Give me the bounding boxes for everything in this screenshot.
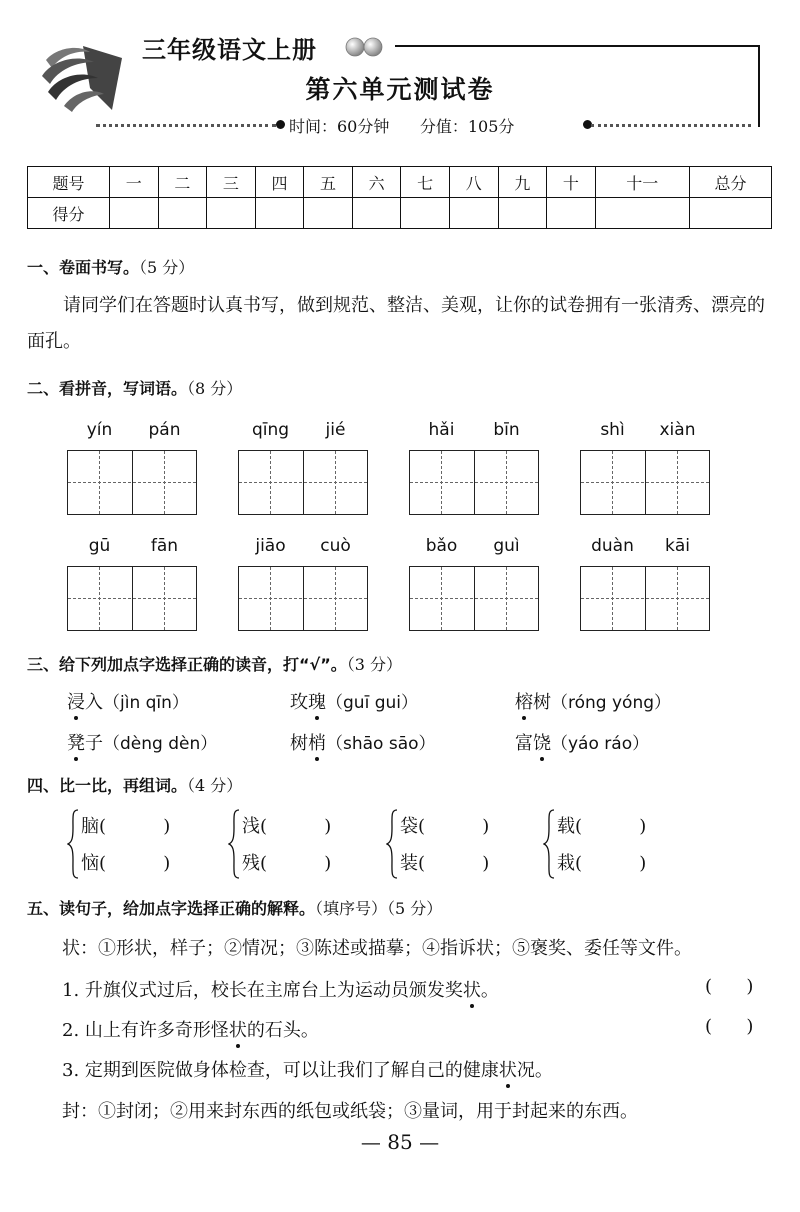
section-points: （填序号）（5 分）	[315, 899, 443, 918]
left-brace-icon	[386, 808, 398, 880]
pinyin-options: （shāo sāo）	[326, 734, 436, 754]
item-char: 树	[290, 733, 308, 754]
section-4-heading	[27, 773, 242, 796]
section-points: （5 分）	[139, 258, 195, 277]
score-input-cell[interactable]	[547, 198, 596, 229]
section-title: 四、比一比，再组词。	[27, 776, 188, 795]
dotted-char: 榕	[515, 688, 533, 714]
score-input-cell[interactable]	[498, 198, 547, 229]
compare-pair	[67, 808, 227, 880]
table-cell: 十一	[595, 167, 689, 198]
section-title: 一、卷面书写。	[27, 258, 140, 277]
pinyin-options: （dèng dèn）	[103, 734, 218, 754]
pinyin-label: jiāo	[255, 536, 286, 556]
score-input-cell[interactable]	[158, 198, 207, 229]
item-char: 树	[533, 692, 551, 713]
compare-pair	[228, 808, 388, 880]
table-cell: 五	[304, 167, 353, 198]
writing-grid[interactable]	[238, 450, 368, 515]
bullet-left-icon	[276, 120, 285, 129]
section-1-text: 请同学们在答题时认真书写，做到规范、整洁、美观，让你的试卷拥有一张清秀、漂亮的面孔。	[27, 295, 765, 352]
section-title: 五、读句子，给加点字选择正确的解释。	[27, 899, 316, 918]
word-blank[interactable]: 袋( )	[400, 816, 490, 837]
book-title: 三年级语文上册	[142, 36, 317, 64]
page-number: — 85 —	[360, 1130, 440, 1154]
header-top-rule	[395, 45, 760, 47]
table-row	[28, 198, 772, 229]
pinyin-options: （guī gui）	[326, 693, 418, 713]
sentence-3	[62, 1056, 553, 1082]
score-input-cell[interactable]	[304, 198, 353, 229]
dotted-char: 瑰	[308, 688, 326, 714]
score-input-cell[interactable]	[401, 198, 450, 229]
pinyin-label: hǎi	[428, 420, 455, 440]
answer-blank[interactable]: ( )	[705, 1016, 754, 1037]
pinyin-label: shì	[600, 420, 625, 440]
score-table	[27, 166, 772, 229]
dotted-char: 状	[229, 1016, 247, 1042]
table-cell: 题号	[28, 167, 110, 198]
sentence-text: 2. 山上有许多奇形怪	[62, 1020, 229, 1041]
sentence-text: 1. 升旗仪式过后，校长在主席台上为运动员颁发奖	[62, 980, 463, 1001]
writing-grid[interactable]	[580, 450, 710, 515]
score-input-cell[interactable]	[255, 198, 304, 229]
reading-item[interactable]	[515, 688, 671, 714]
dotted-char: 梢	[308, 729, 326, 755]
word-blank[interactable]: 恼( )	[81, 853, 171, 874]
pinyin-options: （róng yóng）	[551, 693, 672, 713]
writing-grid[interactable]	[238, 566, 368, 631]
left-brace-icon	[543, 808, 555, 880]
sentence-text: 的石头。	[246, 1020, 319, 1041]
reading-item[interactable]	[290, 688, 418, 714]
table-cell: 七	[401, 167, 450, 198]
word-blank[interactable]: 脑( )	[81, 816, 171, 837]
compare-pair	[386, 808, 546, 880]
reading-item[interactable]	[67, 688, 189, 714]
pinyin-label: pán	[148, 420, 181, 440]
decorative-balls-icon	[345, 37, 397, 57]
reading-item[interactable]	[290, 729, 436, 755]
time-score-info	[96, 112, 760, 138]
section-1-heading	[27, 255, 194, 278]
unit-title: 第六单元测试卷	[305, 75, 495, 104]
left-brace-icon	[228, 808, 240, 880]
definition-feng: 封：①封闭；②用来封东西的纸包或纸袋；③量词，用于封起来的东西。	[62, 1101, 638, 1122]
item-char: 玫	[290, 692, 308, 713]
pinyin-options: （jìn qīn）	[103, 693, 189, 713]
dotted-char: 状	[463, 976, 481, 1002]
score-input-cell[interactable]	[110, 198, 159, 229]
item-char: 富	[515, 733, 533, 754]
score-input-cell[interactable]	[595, 198, 689, 229]
word-blank[interactable]: 载( )	[557, 816, 647, 837]
item-char: 子	[85, 733, 103, 754]
pinyin-label: bǎo	[425, 536, 458, 556]
pinyin-options: （yáo ráo）	[551, 734, 650, 754]
word-blank[interactable]: 装( )	[400, 853, 490, 874]
section-5-heading	[27, 896, 442, 919]
table-cell: 九	[498, 167, 547, 198]
dotted-rule-right	[591, 124, 751, 127]
pinyin-label: cuò	[320, 536, 351, 556]
pinyin-label: bīn	[493, 420, 520, 440]
section-2-heading	[27, 376, 242, 399]
sentence-text: 。	[480, 980, 499, 1001]
score-input-cell[interactable]	[207, 198, 256, 229]
table-cell: 三	[207, 167, 256, 198]
pinyin-label: duàn	[591, 536, 634, 556]
table-cell: 二	[158, 167, 207, 198]
table-cell: 一	[110, 167, 159, 198]
section-3-heading	[27, 652, 402, 675]
table-row	[28, 167, 772, 198]
writing-grid[interactable]	[67, 566, 197, 631]
left-brace-icon	[67, 808, 79, 880]
dotted-char: 凳	[67, 729, 85, 755]
score-input-cell[interactable]	[352, 198, 401, 229]
reading-item[interactable]	[515, 729, 649, 755]
writing-grid[interactable]	[67, 450, 197, 515]
pinyin-label: gū	[88, 536, 111, 556]
sentence-2	[62, 1016, 319, 1042]
section-points: （8 分）	[187, 379, 243, 398]
section-title: 二、看拼音，写词语。	[27, 379, 188, 398]
section-points: （3 分）	[346, 655, 402, 674]
section-title: 三、给下列加点字选择正确的读音，打“√”。	[27, 655, 347, 674]
item-char: 入	[85, 692, 103, 713]
answer-blank[interactable]: ( )	[705, 976, 754, 997]
pinyin-label: xiàn	[659, 420, 696, 440]
table-cell: 总分	[690, 167, 772, 198]
score-input-cell[interactable]	[690, 198, 772, 229]
pinyin-label: guì	[493, 536, 520, 556]
dotted-rule-left	[96, 124, 276, 127]
reading-item[interactable]	[67, 729, 217, 755]
table-cell: 得分	[28, 198, 110, 229]
pinyin-label: yín	[86, 420, 113, 440]
time-score-text: 时间：60分钟 分值：105分	[289, 117, 515, 136]
word-blank[interactable]: 栽( )	[557, 853, 647, 874]
dotted-char: 饶	[533, 729, 551, 755]
writing-grid[interactable]	[409, 450, 539, 515]
dotted-char: 浸	[67, 688, 85, 714]
table-cell: 八	[449, 167, 498, 198]
table-cell: 六	[352, 167, 401, 198]
sentence-text: 况。	[516, 1060, 553, 1081]
pinyin-label: qīng	[251, 420, 290, 440]
definition-zhuang: 状：①形状，样子；②情况；③陈述或描摹；④指诉状；⑤褒奖、委任等文件。	[62, 938, 692, 959]
table-cell: 十	[547, 167, 596, 198]
pinyin-label: fān	[150, 536, 179, 556]
word-blank[interactable]: 残( )	[242, 853, 332, 874]
table-cell: 四	[255, 167, 304, 198]
section-points: （4 分）	[187, 776, 243, 795]
dotted-char: 状	[499, 1056, 517, 1082]
score-input-cell[interactable]	[449, 198, 498, 229]
writing-grid[interactable]	[409, 566, 539, 631]
pinyin-label: kāi	[665, 536, 690, 556]
writing-grid[interactable]	[580, 566, 710, 631]
sentence-1	[62, 976, 499, 1002]
pinyin-label: jié	[325, 420, 346, 440]
sentence-text: 3. 定期到医院做身体检查，可以让我们了解自己的健康	[62, 1060, 499, 1081]
compare-pair	[543, 808, 703, 880]
word-blank[interactable]: 浅( )	[242, 816, 332, 837]
